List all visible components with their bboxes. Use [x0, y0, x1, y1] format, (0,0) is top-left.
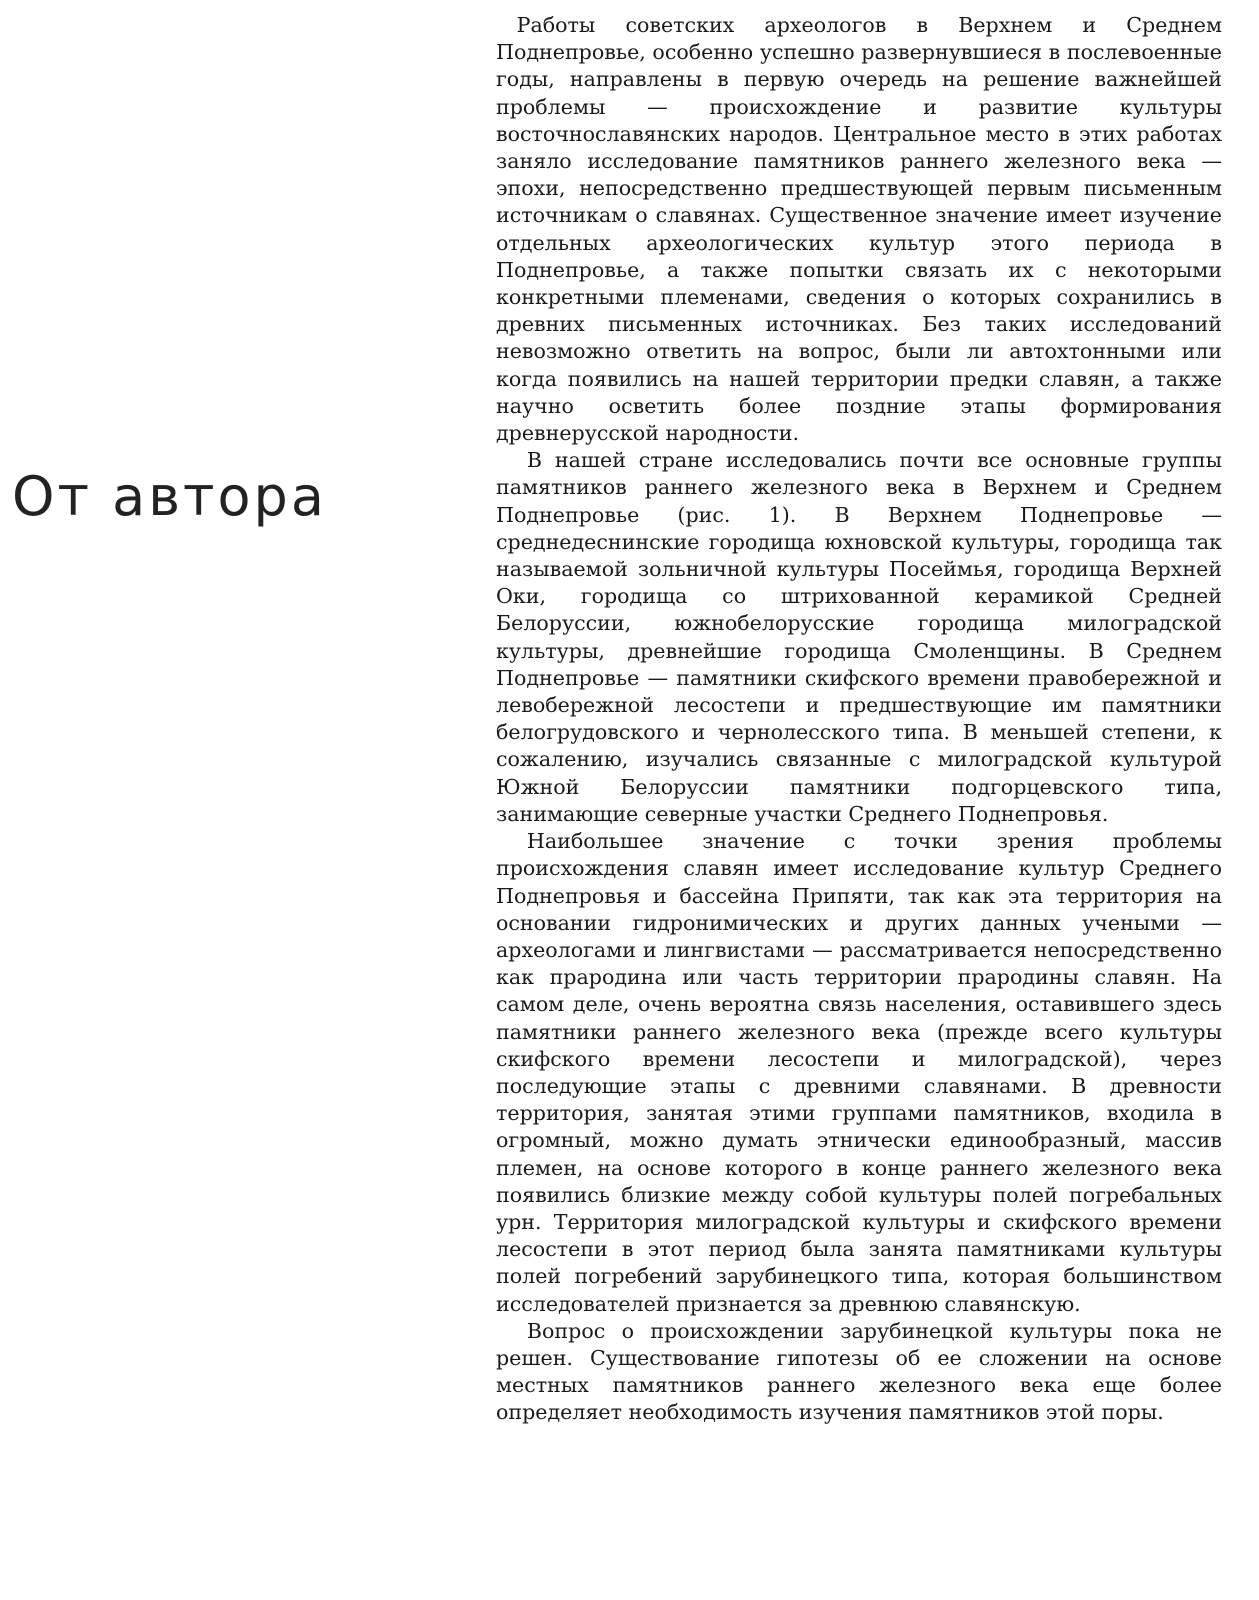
body-text-column [496, 12, 1222, 1427]
paragraph-3: Наибольшее значение с точки зрения проблемы происхождения славян имеет исследование культур Среднего Поднепровья и бассейна Припяти, так как эта территория на основании гидронимических и других данных учеными — археологами и лингвистами — рассматривается непосредственно как прародина или часть территории прародины славян. На самом деле, очень вероятна связь населения, оставившего здесь памятники раннего железного века (прежде всего культуры скифского времени лесостепи и милоградской), через последующие этапы с древними славянами. В древности территория, занятая этими группами памятников, входила в огромный, можно думать этнически единообразный, массив племен, на основе которого в конце раннего железного века появились близкие между собой культуры полей погребальных урн. Территория милоградской культуры и скифского времени лесостепи в этот период была занята памятниками культуры полей погребений зарубинецкого типа, которая большинством исследователей признается за древнюю славянскую. [496, 829, 1222, 1316]
page-title: От автора [12, 465, 327, 528]
paragraph-4: Вопрос о происхождении зарубинецкой культуры пока не решен. Существование гипотезы об ее сложении на основе местных памятников раннего железного века еще более определяет необходимость изучения памятников этой поры. [496, 1318, 1222, 1425]
paragraph-1: Работы советских археологов в Верхнем и Среднем Поднепровье, особенно успешно развернувшиеся в послевоенные годы, направлены в первую очередь на решение важнейшей проблемы — происхождение и развитие культуры восточнославянских народов. Центральное место в этих работах заняло исследование памятников раннего железного века — эпохи, непосредственно предшествующей первым письменным источникам о славянах. Существенное значение имеет изучение отдельных археологических культур этого периода в Поднепровье, а также попытки связать их с некоторыми конкретными племенами, сведения о которых сохранились в древних письменных источниках. Без таких исследований невозможно ответить на вопрос, были ли автохтонными или когда появились на нашей территории предки славян, а также научно осветить более поздние этапы формирования древнерусской народности. [496, 13, 1222, 446]
paragraph-2: В нашей стране исследовались почти все основные группы памятников раннего железного века в Верхнем и Среднем Поднепровье (рис. 1). В Верхнем Поднепровье — среднедеснинские городища юхновской культуры, городища так называемой зольничной культуры Посеймья, городища Верхней Оки, городища со штрихованной керамикой Средней Белоруссии, южнобелорусские городища милоградской культуры, древнейшие городища Смоленщины. В Среднем Поднепровье — памятники скифского времени правобережной и левобережной лесостепи и предшествующие им памятники белогрудовского и чернолесского типа. В меньшей степени, к сожалению, изучались связанные с милоградской культурой Южной Белоруссии памятники подгорцевского типа, занимающие северные участки Среднего Поднепровья. [496, 448, 1222, 826]
